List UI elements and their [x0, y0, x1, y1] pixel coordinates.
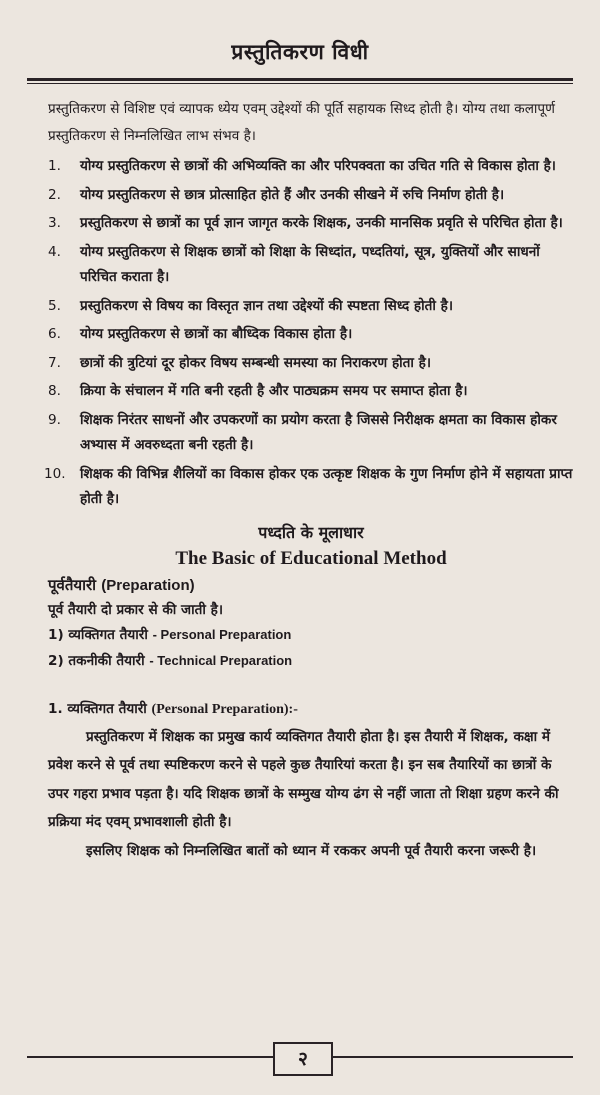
list-item	[48, 379, 574, 405]
list-item	[48, 322, 574, 348]
list-item-number: 5.	[48, 297, 61, 314]
preparation-type	[48, 648, 574, 674]
list-item-text: शिक्षक निरंतर साधनों और उपकरणों का प्रयोग करता है जिससे निरीक्षक क्षमता का विकास होकर अभ्यास में अवरुध्दता बनी रहती है।	[80, 411, 557, 453]
list-item	[48, 240, 574, 291]
list-item-text: क्रिया के संचालन में गति बनी रहती है और पाठ्यक्रम समय पर समाप्त होता है।	[80, 383, 468, 399]
preparation-type-hindi: 2) तकनीकी तैयारी	[48, 652, 145, 669]
preparation-type-english: - Personal Preparation	[152, 626, 292, 642]
list-item-number: 1.	[48, 158, 61, 174]
header-rule-thin	[27, 83, 573, 84]
list-item-number: 3.	[48, 215, 61, 231]
personal-paragraph-2: इसलिए शिक्षक को निम्नलिखित बातों को ध्यान में रककर अपनी पूर्व तैयारी करना जरूरी है।	[86, 842, 537, 859]
spacer	[48, 674, 574, 696]
benefits-list	[44, 154, 574, 513]
preparation-intro: पूर्व तैयारी दो प्रकार से की जाती है।	[48, 601, 224, 618]
list-item-number: 2.	[48, 186, 61, 203]
list-item-number: 6.	[48, 326, 61, 342]
section-heading-english: The Basic of Educational Method	[175, 547, 447, 569]
list-item	[48, 211, 574, 237]
list-item	[48, 183, 574, 209]
list-item-number: 4.	[48, 243, 61, 260]
list-item-text: प्रस्तुतिकरण से छात्रों का पूर्व ज्ञान जागृत करके शिक्षक, उनकी मानसिक प्रवृति से परिचित होता है।	[80, 215, 563, 231]
personal-heading-hindi: 1. व्यक्तिगत तैयारी	[48, 700, 147, 717]
list-item	[48, 154, 574, 180]
preparation-heading	[48, 573, 574, 598]
list-item-text: शिक्षक की विभिन्न शैलियों का विकास होकर एक उत्कृष्ट शिक्षक के गुण निर्माण होने में सहायता प्राप्त होती है।	[80, 465, 573, 507]
list-item	[44, 462, 574, 513]
list-item-text: योग्य प्रस्तुतिकरण से छात्रों की अभिव्यक्ति का और परिपक्वता का उचित गति से विकास होता है।	[80, 158, 556, 174]
page-title: प्रस्तुतिकरण विधी	[231, 40, 369, 64]
list-item	[48, 408, 574, 459]
list-item-text: योग्य प्रस्तुतिकरण से शिक्षक छात्रों को शिक्षा के सिध्दांत, पध्दतियां, सूत्र, युक्तियों और साधनों परिचित कराता है।	[80, 243, 540, 285]
list-item-text: योग्य प्रस्तुतिकरण से छात्र प्रोत्साहित होते हैं और उनकी सीखने में रुचि निर्माण होती है।	[80, 186, 505, 203]
list-item-text: योग्य प्रस्तुतिकरण से छात्रों का बौध्दिक विकास होता है।	[80, 326, 353, 342]
page-number: २	[273, 1042, 333, 1076]
section-heading-hindi: पध्दति के मूलाधार	[258, 522, 364, 542]
list-item-number: 7.	[48, 354, 61, 371]
header-rule-thick	[27, 78, 573, 81]
intro-paragraph: प्रस्तुतिकरण से विशिष्ट एवं व्यापक ध्येय एवम् उद्देश्यों की पूर्ति सहायक सिध्द होती है। योग्य तथा कलापूर्ण प्रस्तुतिकरण से निम्नलिखित लाभ संभव है।	[48, 101, 555, 144]
personal-paragraph-1: प्रस्तुतिकरण में शिक्षक का प्रमुख कार्य व्यक्तिगत तैयारी होता है। इस तैयारी में शिक्षक, कक्षा में प्रवेश करने से पूर्व तथा स्पष्टिकरण करने से पहले कुछ तैयारियां करता है। इन सब तैयारियों का छात्रों के उपर गहरा प्रभाव पड़ता है। यदि शिक्षक छात्रों के सम्मुख योग्य ढंग से नहीं जाता तो शिक्षा ग्रहण करने की प्रक्रिया मंद एवम् प्रभावशाली होती है।	[48, 728, 559, 830]
list-item	[48, 351, 574, 377]
list-item-number: 8.	[48, 383, 61, 399]
list-item	[48, 294, 574, 320]
list-item-text: प्रस्तुतिकरण से विषय का विस्तृत ज्ञान तथा उद्देश्यों की स्पष्टता सिध्द होती है।	[80, 297, 454, 314]
preparation-type-english: - Technical Preparation	[149, 652, 293, 668]
list-item-text: छात्रों की त्रुटियां दूर होकर विषय सम्बन्धी समस्या का निराकरण होता है।	[80, 354, 432, 371]
preparation-heading-hindi: पूर्वतैयारी	[48, 575, 97, 594]
list-item-number: 10.	[44, 465, 66, 482]
personal-heading-english: (Personal Preparation):-	[151, 701, 298, 717]
list-item-number: 9.	[48, 411, 61, 428]
preparation-type	[48, 622, 574, 648]
preparation-type-hindi: 1) व्यक्तिगत तैयारी	[48, 626, 148, 643]
preparation-heading-english: (Preparation)	[101, 576, 195, 594]
personal-preparation-heading	[48, 696, 574, 723]
page-content	[44, 96, 574, 865]
